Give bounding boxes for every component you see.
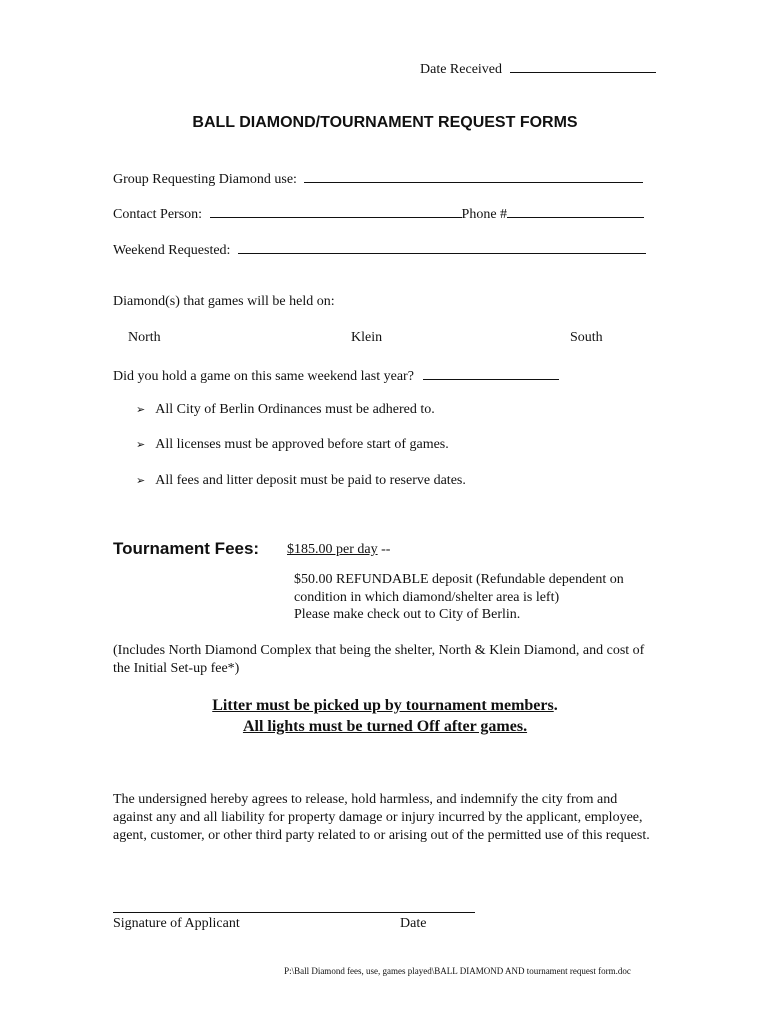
notice-line-1: [0, 697, 770, 715]
fees-per-day: $185.00 per day: [287, 542, 378, 557]
rule-item: [136, 473, 466, 489]
weekend-label: Weekend Requested:: [113, 243, 231, 258]
contact-field[interactable]: [210, 205, 462, 218]
date-received-label: Date Received: [420, 62, 503, 77]
fees-per-day-suffix: --: [377, 542, 391, 557]
rule-text: All licenses must be approved before start of games.: [155, 437, 449, 452]
group-field[interactable]: [304, 170, 643, 183]
weekend-field[interactable]: [238, 241, 646, 254]
group-row: [113, 170, 643, 188]
contact-row: [113, 205, 644, 223]
notice-period: .: [553, 697, 558, 714]
notice-litter: Litter must be picked up by tournament members: [212, 697, 554, 714]
rule-text: All fees and litter deposit must be paid to reserve dates.: [155, 473, 466, 488]
waiver-text: The undersigned hereby agrees to release, hold harmless, and indemnify the city from and against any and all liability for property damage or injury incurred by the applicant, employee, agent, customer, or other third party related to or arising out of the permitted use of this request.: [113, 792, 650, 843]
signature-label: Signature of Applicant: [113, 916, 240, 931]
rule-text: All City of Berlin Ordinances must be adhered to.: [155, 402, 435, 417]
diamonds-label: Diamond(s) that games will be held on:: [113, 294, 335, 309]
fees-per-day-row: [287, 542, 390, 558]
diamond-option-north[interactable]: North: [128, 330, 161, 345]
weekend-row: [113, 241, 646, 259]
arrow-bullet-icon: ➢: [136, 403, 146, 416]
date-received-field[interactable]: [510, 60, 656, 73]
footer-file-path: P:\Ball Diamond fees, use, games played\BALL DIAMOND AND tournament request form.doc: [284, 966, 631, 976]
last-year-field[interactable]: [423, 367, 559, 380]
date-received-row: [420, 60, 656, 78]
last-year-question: Did you hold a game on this same weekend last year?: [113, 369, 414, 384]
arrow-bullet-icon: ➢: [136, 438, 146, 451]
arrow-bullet-icon: ➢: [136, 474, 146, 487]
check-payable-line: Please make check out to City of Berlin.: [294, 607, 521, 622]
signature-line[interactable]: [113, 912, 475, 913]
deposit-line-2: condition in which diamond/shelter area is left): [294, 590, 560, 605]
notice-lights: All lights must be turned Off after games.: [242, 718, 528, 735]
signature-date-label: Date: [400, 916, 427, 931]
notice-line-2: [0, 718, 770, 736]
phone-label: Phone #: [461, 207, 508, 222]
rule-item: [136, 437, 449, 453]
rule-item: [136, 402, 435, 418]
group-label: Group Requesting Diamond use:: [113, 172, 297, 187]
fees-label: Tournament Fees:: [113, 539, 260, 558]
diamond-option-klein[interactable]: Klein: [351, 330, 383, 345]
phone-field[interactable]: [507, 205, 644, 218]
last-year-row: [113, 367, 559, 385]
includes-note: (Includes North Diamond Complex that being the shelter, North & Klein Diamond, and cost of the Initial Set-up fee*): [113, 643, 645, 676]
form-title: BALL DIAMOND/TOURNAMENT REQUEST FORMS: [192, 114, 578, 131]
deposit-line-1: $50.00 REFUNDABLE deposit (Refundable dependent on: [294, 572, 624, 587]
diamond-option-south[interactable]: South: [570, 330, 603, 345]
contact-label: Contact Person:: [113, 207, 203, 222]
